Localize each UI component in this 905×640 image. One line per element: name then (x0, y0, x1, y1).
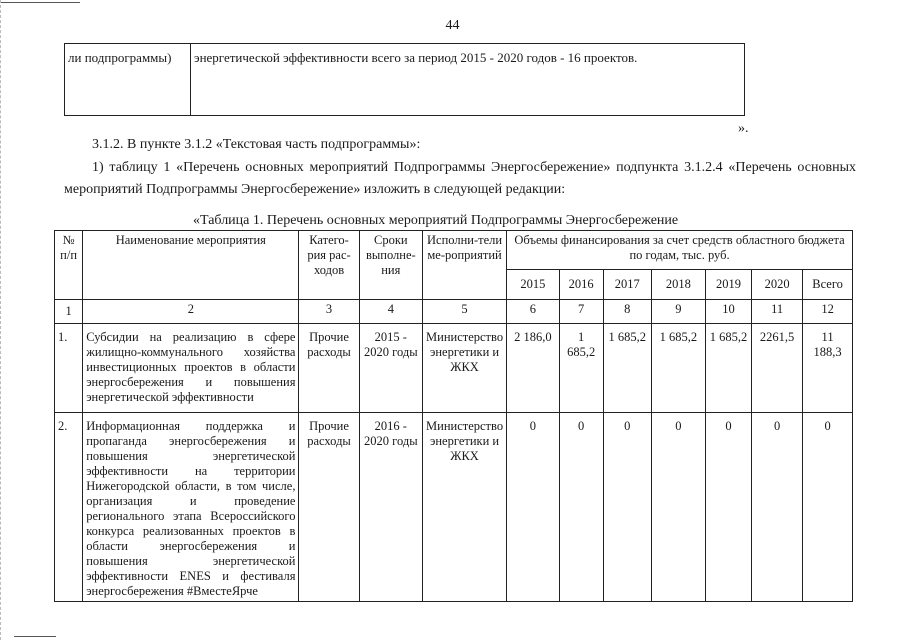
row-executor: Министерство энергетики и ЖКХ (423, 324, 507, 413)
header-year: 2015 (507, 270, 559, 300)
row-terms: 2015 - 2020 годы (359, 324, 422, 413)
row-num: 2. (55, 413, 83, 602)
row-category: Прочие расходы (299, 324, 359, 413)
row-value: 0 (603, 413, 651, 602)
continuation-row (65, 44, 745, 116)
row-value: 1 685,2 (559, 324, 603, 413)
col-number: 4 (359, 300, 422, 324)
column-number-row (55, 300, 853, 324)
row-num: 1. (55, 324, 83, 413)
col-number: 9 (651, 300, 705, 324)
header-name: Наименование мероприятия (83, 231, 299, 300)
continuation-cell-2: энергетической эффективности всего за период 2015 - 2020 годов - 16 проектов. (191, 44, 745, 116)
header-terms: Сроки выполне-ния (359, 231, 422, 300)
row-terms: 2016 - 2020 годы (359, 413, 422, 602)
col-number: 6 (507, 300, 559, 324)
col-number: 7 (559, 300, 603, 324)
col-number: 12 (803, 300, 853, 324)
table-row (55, 324, 853, 413)
continuation-table (64, 43, 745, 116)
table-row (55, 413, 853, 602)
col-number: 8 (603, 300, 651, 324)
continuation-cell-1: ли подпрограммы) (65, 44, 191, 116)
header-year: 2017 (603, 270, 651, 300)
row-value: 0 (752, 413, 803, 602)
header-executors: Исполни-тели ме-роприятий (423, 231, 507, 300)
paragraph-2: 1) таблицу 1 «Перечень основных мероприятий Подпрограммы Энергосбережение» подпункта 3.1.2.4 «Перечень основных мероприятий Подпрограммы Энергосбережение» изложить в следующей редакции: (64, 160, 856, 197)
col-number: 3 (299, 300, 359, 324)
scan-margin (0, 0, 4, 640)
row-value: 11 188,3 (803, 324, 853, 413)
row-value: 1 685,2 (705, 324, 751, 413)
row-value: 0 (507, 413, 559, 602)
row-value: 0 (559, 413, 603, 602)
col-number: 10 (705, 300, 751, 324)
row-executor: Министерство энергетики и ЖКХ (423, 413, 507, 602)
measures-table (54, 230, 853, 602)
top-edge-line (0, 2, 80, 3)
header-num: № п/п (55, 231, 83, 300)
page-number: 44 (445, 18, 460, 33)
row-value: 2261,5 (752, 324, 803, 413)
header-year: 2019 (705, 270, 751, 300)
header-row (55, 231, 853, 270)
col-number: 1 (55, 300, 83, 324)
paragraph-1: 3.1.2. В пункте 3.1.2 «Текстовая часть подпрограммы»: (92, 137, 421, 152)
row-name: Информационная поддержка и пропаганда энергосбережения и повышения энергетической эффективности на территории Нижегородской области, в том числе, организация и проведение регионального этапа Всероссийского конкурса реализованных проектов в области энергосбережения и повышения энергетической эффективности ENES и фестиваля энергосбережения #ВместеЯрче (83, 413, 299, 602)
row-value: 0 (705, 413, 751, 602)
col-number: 11 (752, 300, 803, 324)
closing-quote: ». (738, 121, 749, 136)
row-category: Прочие расходы (299, 413, 359, 602)
header-year: 2020 (752, 270, 803, 300)
row-name: Субсидии на реализацию в сфере жилищно-коммунального хозяйства инвестиционных проектов в области энергосбережения и повышения энергетической эффективности (83, 324, 299, 413)
bottom-edge-line (14, 636, 56, 637)
col-number: 2 (83, 300, 299, 324)
row-value: 2 186,0 (507, 324, 559, 413)
table-caption: «Таблица 1. Перечень основных мероприятий Подпрограммы Энергосбережение (193, 213, 679, 228)
row-value: 1 685,2 (651, 324, 705, 413)
header-funding: Объемы финансирования за счет средств областного бюджета по годам, тыс. руб. (507, 231, 853, 270)
col-number: 5 (423, 300, 507, 324)
header-year: 2016 (559, 270, 603, 300)
header-year: 2018 (651, 270, 705, 300)
row-value: 1 685,2 (603, 324, 651, 413)
header-category: Катего-рия рас-ходов (299, 231, 359, 300)
row-value: 0 (803, 413, 853, 602)
header-total: Всего (803, 270, 853, 300)
row-value: 0 (651, 413, 705, 602)
